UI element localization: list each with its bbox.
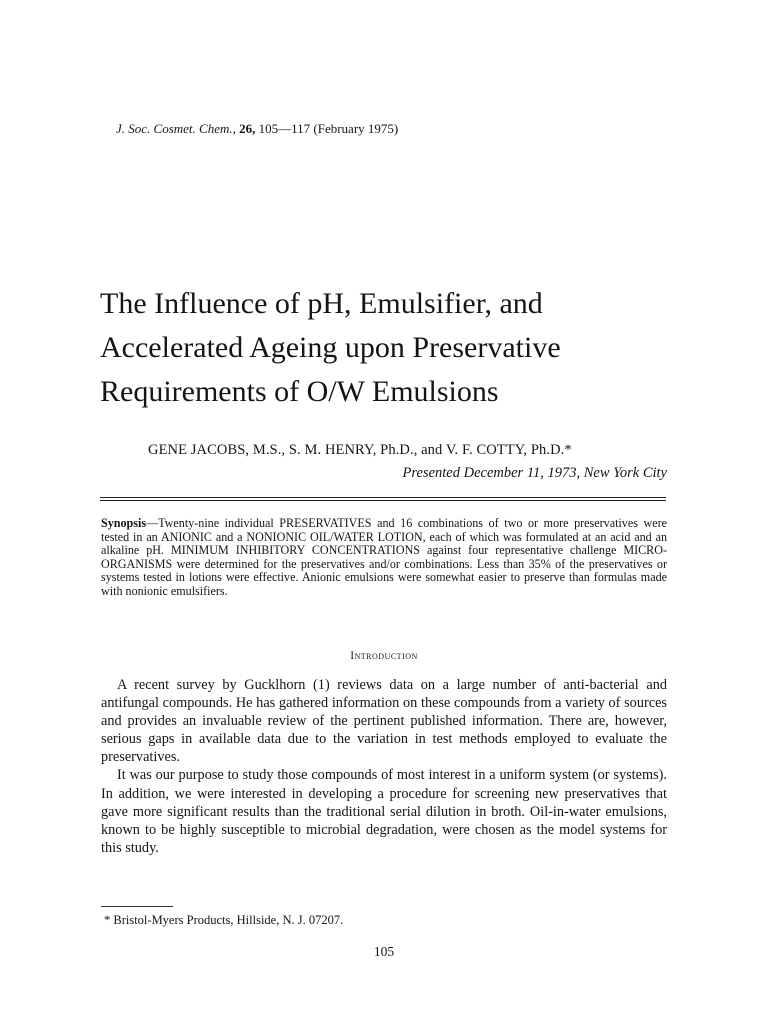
title-line: Accelerated Ageing upon Preservative bbox=[100, 331, 561, 364]
introduction-body bbox=[101, 676, 667, 857]
author-list: GENE JACOBS, M.S., S. M. HENRY, Ph.D., and V. F. COTTY, Ph.D.* bbox=[148, 442, 572, 458]
section-heading-introduction: Introduction bbox=[350, 650, 418, 662]
title-line: The Influence of pH, Emulsifier, and bbox=[100, 287, 543, 320]
synopsis bbox=[101, 517, 667, 599]
citation-volume: 26, bbox=[239, 121, 256, 136]
body-paragraph: It was our purpose to study those compounds of most interest in a uniform system (or systems). In addition, we were interested in developing a procedure for screening new preservatives that gave more significant results than the traditional serial dilution in broth. Oil-in-water emulsions, known to be highly susceptible to microbial degradation, were chosen as the model systems for this study. bbox=[101, 767, 667, 856]
header-rule-thin bbox=[100, 500, 666, 501]
header-rule bbox=[100, 497, 666, 498]
synopsis-label: Synopsis bbox=[101, 516, 147, 530]
body-paragraph: A recent survey by Gucklhorn (1) reviews data on a large number of anti-bacterial and antifungal compounds. He has gathered information on these compounds from a variety of sources and provides an invaluable review of the pertinent published information. There are, however, serious gaps in available data due to the variation in test methods employed to evaluate the preservatives. bbox=[101, 677, 667, 766]
journal-citation bbox=[116, 121, 398, 137]
footnote: * Bristol-Myers Products, Hillside, N. J. 07207. bbox=[104, 913, 344, 927]
presentation-note: Presented December 11, 1973, New York City bbox=[402, 465, 667, 481]
synopsis-text: —Twenty-nine individual PRESERVATIVES and 16 combinations of two or more preservatives were tested in an ANIONIC and a NONIONIC OIL/WATER LOTION, each of which was formulated at an acid and an alkaline pH. MINIMUM INHIBITORY CONCENTRATIONS against four representative challenge MICRO-ORGANISMS were determined for the preservatives and/or combinations. Less than 35% of the preservatives or systems tested in lotions were effective. Anionic emulsions were somewhat easier to preserve than formulas made with nonionic emulsifiers. bbox=[101, 516, 667, 598]
citation-pages-date: 105—117 (February 1975) bbox=[258, 121, 399, 136]
page-number: 105 bbox=[373, 944, 395, 959]
article-title bbox=[100, 282, 700, 414]
footnote-rule bbox=[101, 906, 173, 907]
citation-journal: J. Soc. Cosmet. Chem., bbox=[116, 121, 236, 136]
title-line: Requirements of O/W Emulsions bbox=[100, 375, 499, 408]
